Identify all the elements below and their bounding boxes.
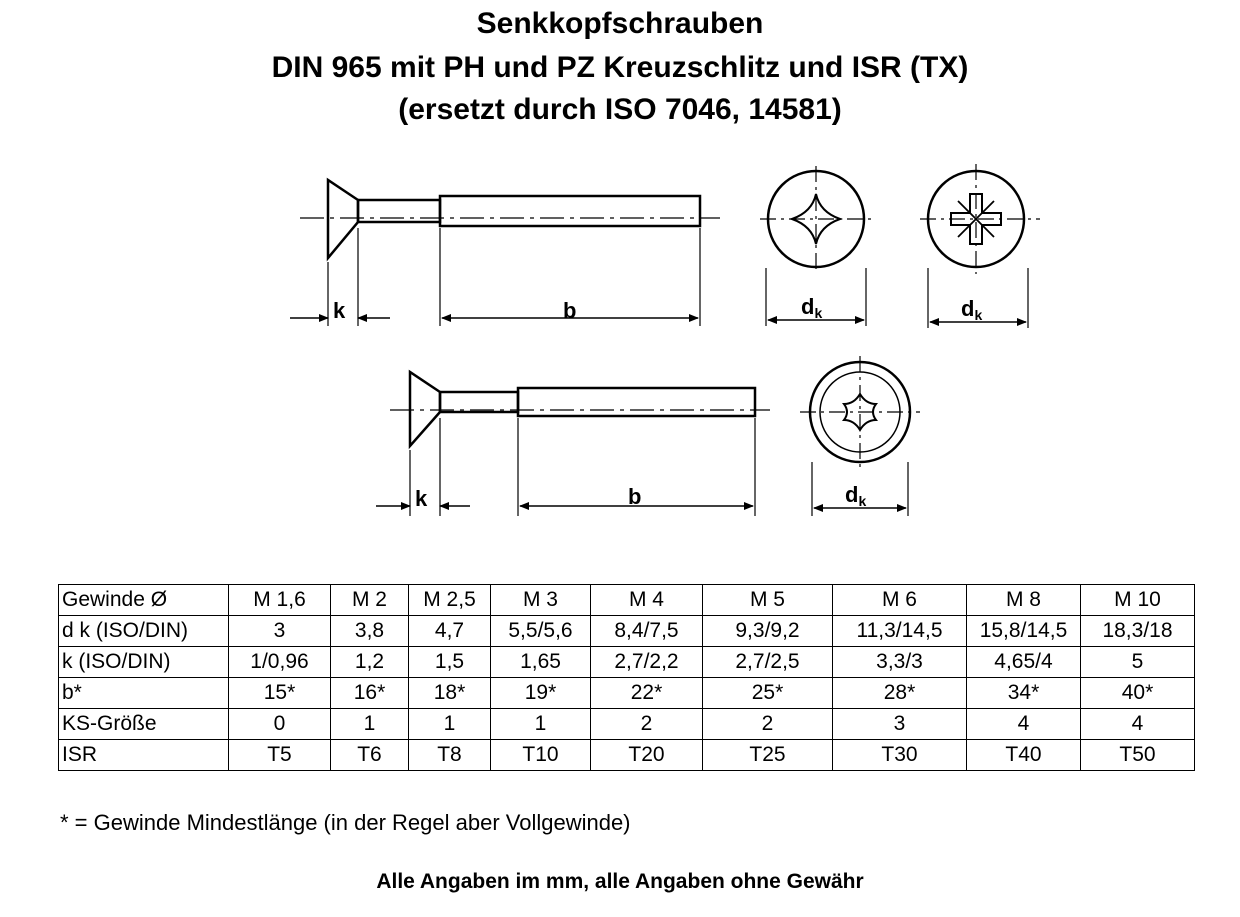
label-k-top: k <box>333 298 346 323</box>
table-cell: T50 <box>1081 740 1195 771</box>
table-cell: M 3 <box>491 585 591 616</box>
label-b-bottom: b <box>628 484 642 509</box>
table-cell: 1 <box>331 709 409 740</box>
table-cell: k (ISO/DIN) <box>59 647 229 678</box>
table-cell: M 5 <box>703 585 833 616</box>
table-cell: T6 <box>331 740 409 771</box>
label-dk-pz: dk <box>961 296 983 323</box>
table-cell: d k (ISO/DIN) <box>59 616 229 647</box>
table-row <box>59 678 1195 709</box>
label-b-top: b <box>563 298 577 323</box>
table-cell: 1 <box>491 709 591 740</box>
disclaimer: Alle Angaben im mm, alle Angaben ohne Gewähr <box>376 870 864 893</box>
table-cell: T30 <box>833 740 967 771</box>
table-cell: M 1,6 <box>229 585 331 616</box>
title-line-3: (ersetzt durch ISO 7046, 14581) <box>398 93 842 126</box>
table-cell: 16* <box>331 678 409 709</box>
table-cell: b* <box>59 678 229 709</box>
table-cell: M 6 <box>833 585 967 616</box>
table-cell: 9,3/9,2 <box>703 616 833 647</box>
table-cell: 2,7/2,2 <box>591 647 703 678</box>
table-cell: 22* <box>591 678 703 709</box>
table-cell: ISR <box>59 740 229 771</box>
table-cell: 3 <box>229 616 331 647</box>
table-cell: 11,3/14,5 <box>833 616 967 647</box>
table-cell: M 2 <box>331 585 409 616</box>
table-header-row <box>59 585 1195 616</box>
table-cell: 1,5 <box>409 647 491 678</box>
table-cell: 2 <box>703 709 833 740</box>
ph-head-view <box>760 166 872 326</box>
table-cell: 8,4/7,5 <box>591 616 703 647</box>
table-cell: 34* <box>967 678 1081 709</box>
table-cell: 4 <box>967 709 1081 740</box>
title-line-1: Senkkopfschrauben <box>476 7 764 40</box>
table-cell: 18,3/18 <box>1081 616 1195 647</box>
isr-head-view <box>800 356 920 516</box>
table-cell: 4,7 <box>409 616 491 647</box>
label-k-bottom: k <box>415 486 428 511</box>
table-cell: 0 <box>229 709 331 740</box>
table-cell: 1,2 <box>331 647 409 678</box>
table-cell: 15* <box>229 678 331 709</box>
screw-side-view-bottom <box>376 372 770 516</box>
table-cell: 5 <box>1081 647 1195 678</box>
table-cell: 19* <box>491 678 591 709</box>
table-cell: T8 <box>409 740 491 771</box>
table-cell: 18* <box>409 678 491 709</box>
table-cell: T20 <box>591 740 703 771</box>
table-cell: T5 <box>229 740 331 771</box>
table-cell: T25 <box>703 740 833 771</box>
table-cell: 25* <box>703 678 833 709</box>
table-cell: KS-Größe <box>59 709 229 740</box>
table-cell: Gewinde Ø <box>59 585 229 616</box>
label-dk-isr: dk <box>845 482 867 509</box>
table-cell: 15,8/14,5 <box>967 616 1081 647</box>
table-row <box>59 647 1195 678</box>
table-cell: 1,65 <box>491 647 591 678</box>
table-row <box>59 709 1195 740</box>
screw-side-view-top <box>290 180 720 326</box>
table-row <box>59 616 1195 647</box>
table-cell: 1/0,96 <box>229 647 331 678</box>
table-cell: M 2,5 <box>409 585 491 616</box>
table-cell: 5,5/5,6 <box>491 616 591 647</box>
title-line-2: DIN 965 mit PH und PZ Kreuzschlitz und ISR (TX) <box>271 51 969 84</box>
table-cell: 4,65/4 <box>967 647 1081 678</box>
table-cell: 3 <box>833 709 967 740</box>
table-cell: 3,3/3 <box>833 647 967 678</box>
table-cell: M 10 <box>1081 585 1195 616</box>
table-cell: 1 <box>409 709 491 740</box>
table-cell: 2,7/2,5 <box>703 647 833 678</box>
table-cell: 40* <box>1081 678 1195 709</box>
table-cell: M 8 <box>967 585 1081 616</box>
table-cell: T10 <box>491 740 591 771</box>
table-cell: 2 <box>591 709 703 740</box>
label-dk-ph: dk <box>801 294 823 321</box>
pz-head-view <box>920 164 1040 328</box>
spec-table <box>58 584 1195 771</box>
table-cell: T40 <box>967 740 1081 771</box>
table-cell: 3,8 <box>331 616 409 647</box>
footnote: * = Gewinde Mindestlänge (in der Regel aber Vollgewinde) <box>60 810 631 835</box>
table-row <box>59 740 1195 771</box>
table-cell: 4 <box>1081 709 1195 740</box>
table-cell: M 4 <box>591 585 703 616</box>
table-cell: 28* <box>833 678 967 709</box>
